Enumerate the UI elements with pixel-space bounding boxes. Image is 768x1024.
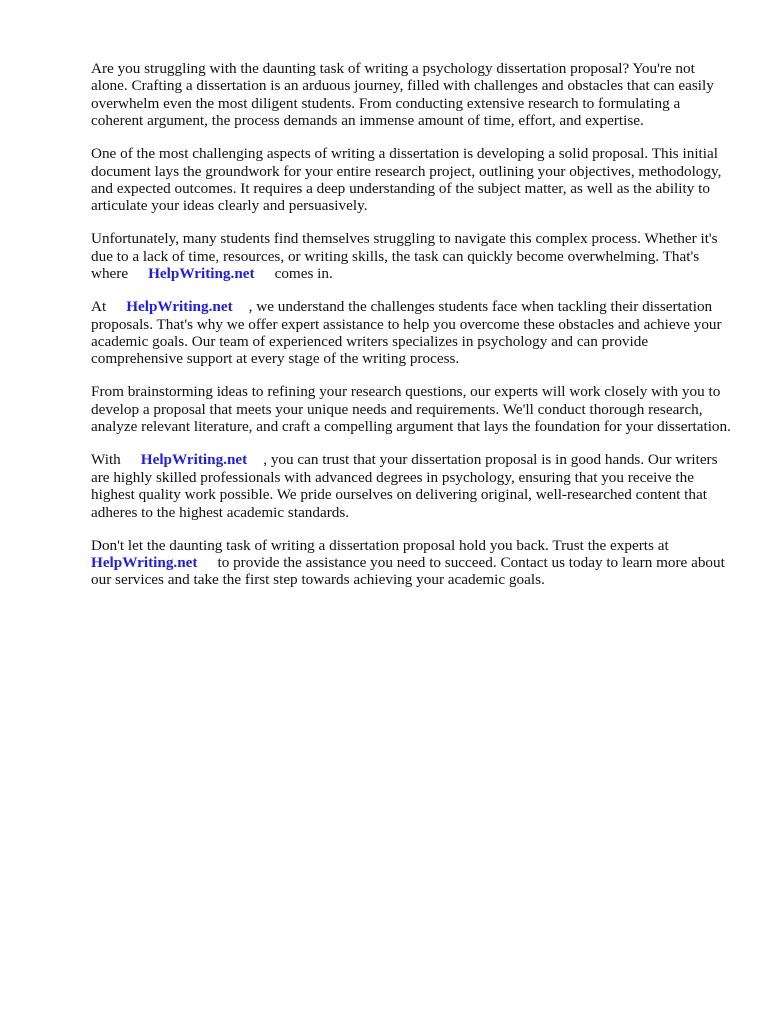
paragraph-text-before-link: At: [91, 298, 107, 316]
paragraph-with-helpwriting: [91, 451, 731, 521]
helpwriting-link[interactable]: HelpWriting.net: [148, 265, 255, 283]
paragraph-struggling-students: [91, 230, 731, 282]
paragraph-brainstorming: From brainstorming ideas to refining your research questions, our experts will work closely with you to develop a proposal that meets your unique needs and requirements. We'll conduct thorough research, analyze relevant literature, and craft a compelling argument that lays the foundation for your dissertation.: [91, 383, 731, 436]
helpwriting-link[interactable]: HelpWriting.net: [126, 298, 233, 316]
paragraph-text-after-link: to provide the assistance you need to succeed. Contact us today to learn more about our services and take the first step towards achieving your academic goals.: [91, 553, 725, 589]
paragraph-proposal-challenge: One of the most challenging aspects of writing a dissertation is developing a solid proposal. This initial document lays the groundwork for your entire research project, outlining your objectives, methodology, and expected outcomes. It requires a deep understanding of the subject matter, as well as the ability to articulate your ideas clearly and persuasively.: [91, 145, 722, 215]
paragraph-text-before-link: Unfortunately, many students find themselves struggling to navigate this complex process. Whether it's due to a lack of time, resources, or writing skills, the task can quickly become overwhelming. That's where: [91, 230, 718, 283]
paragraph-text-after-link: , we understand the challenges students face when tackling their dissertation proposals. That's why we offer expert assistance to help you overcome these obstacles and achieve your academic goals. Our team of experienced writers specializes in psychology and can provide comprehensive support at every stage of the writing process.: [91, 298, 722, 368]
document-body: [91, 60, 731, 604]
paragraph-text-before-link: With: [91, 451, 121, 469]
helpwriting-link[interactable]: HelpWriting.net: [91, 553, 198, 571]
paragraph-at-helpwriting: [91, 298, 731, 368]
paragraph-text-after-link: comes in.: [274, 265, 333, 283]
paragraph-closing-cta: [91, 537, 731, 589]
paragraph-text-after-link: , you can trust that your dissertation proposal is in good hands. Our writers are highly skilled professionals with advanced degrees in psychology, ensuring that you receive the highest quality work possible. We pride ourselves on delivering original, well-researched content that adheres to the highest academic standards.: [91, 451, 718, 521]
paragraph-intro: Are you struggling with the daunting task of writing a psychology dissertation proposal? You're not alone. Crafting a dissertation is an arduous journey, filled with challenges and obstacles that can easily overwhelm even the most diligent students. From conducting extensive research to formulating a coherent argument, the process demands an immense amount of time, effort, and expertise.: [91, 60, 714, 130]
helpwriting-link[interactable]: HelpWriting.net: [140, 451, 248, 469]
paragraph-text-before-link: Don't let the daunting task of writing a dissertation proposal hold you back. Trust the experts at: [91, 536, 669, 554]
